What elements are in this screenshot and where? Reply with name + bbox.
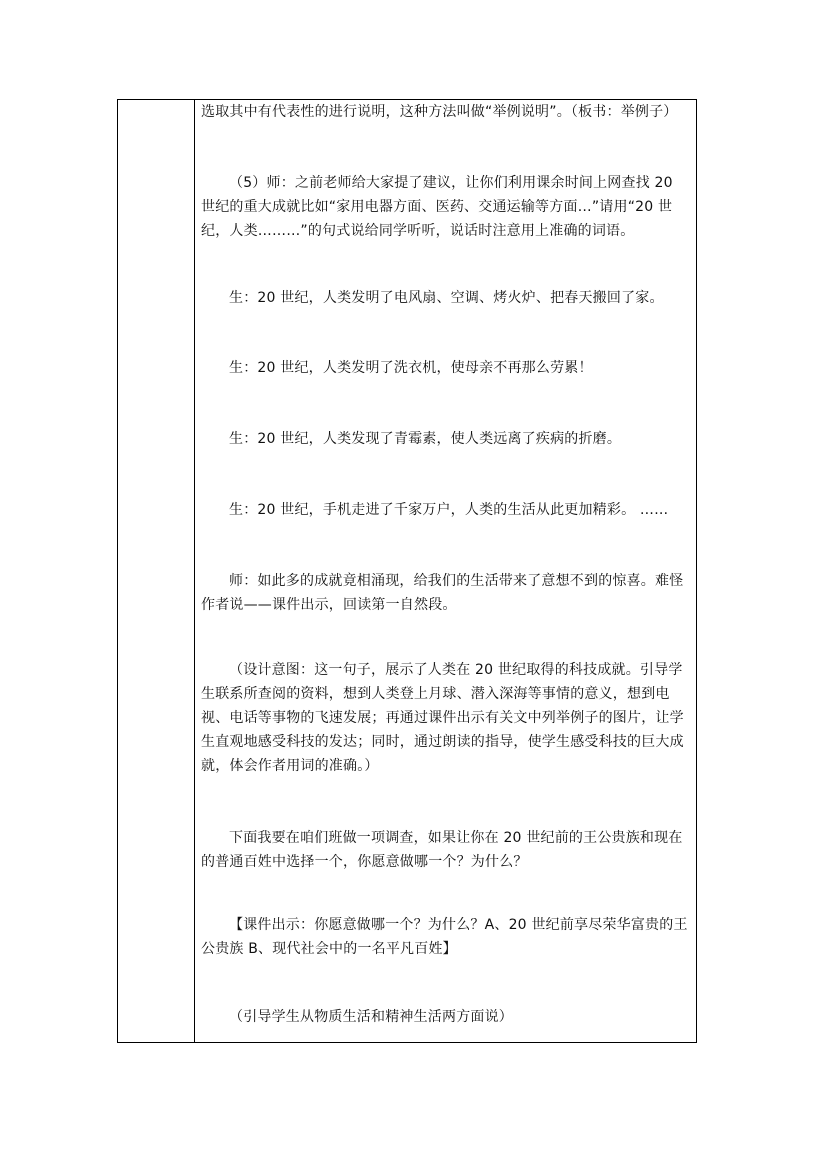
paragraph-courseware-slide: 【课件出示：你愿意做哪一个？为什么？A、20 世纪前享尽荣华富贵的王公贵族 B、现代社会中的一名平凡百姓】	[201, 917, 688, 957]
paragraph-design-intent: （设计意图：这一句子，展示了人类在 20 世纪取得的科技成就。引导学生联系所查阅的资料，想到人类登上月球、潜入深海等事情的意义，想到电视、电话等事物的飞速发展；再通过课件出示有关文中列举例子的图片，让学生直观地感受科技的发达；同时，通过朗读的指导，使学生感受科技的巨大成就，体会作者用词的准确。）	[201, 662, 684, 774]
paragraph-student-answer: 生：20 世纪，人类发明了电风扇、空调、烤火炉、把春天搬回了家。	[229, 290, 664, 306]
paragraph-intro: 选取其中有代表性的进行说明，这种方法叫做“举例说明”。（板书：举例子）	[201, 104, 678, 120]
paragraph-teacher-prompt: （5）师：之前老师给大家提了建议，让你们利用课余时间上网查找 20 世纪的重大成就比如“家用电器方面、医药、交通运输等方面…”请用“20 世纪，人类………”的句式说给同学听听，说话时注意用上准确的词语。	[201, 175, 673, 239]
lesson-table	[117, 99, 697, 1043]
paragraph-teacher-comment: 师：如此多的成就竟相涌现，给我们的生活带来了意想不到的惊喜。难怪作者说——课件出示，回读第一自然段。	[201, 573, 684, 613]
paragraph-survey-question: 下面我要在咱们班做一项调查，如果让你在 20 世纪前的王公贵族和现在的普通百姓中选择一个，你愿意做哪一个？为什么？	[201, 830, 683, 870]
paragraph-student-answer: 生：20 世纪，手机走进了千家万户，人类的生活从此更加精彩。 ……	[229, 502, 669, 518]
paragraph-guidance: （引导学生从物质生活和精神生活两方面说）	[229, 1009, 513, 1025]
paragraph-student-answer: 生：20 世纪，人类发现了青霉素，使人类远离了疾病的折磨。	[229, 431, 622, 447]
paragraph-student-answer: 生：20 世纪，人类发明了洗衣机，使母亲不再那么劳累！	[229, 360, 593, 376]
table-column-divider	[194, 100, 195, 1042]
